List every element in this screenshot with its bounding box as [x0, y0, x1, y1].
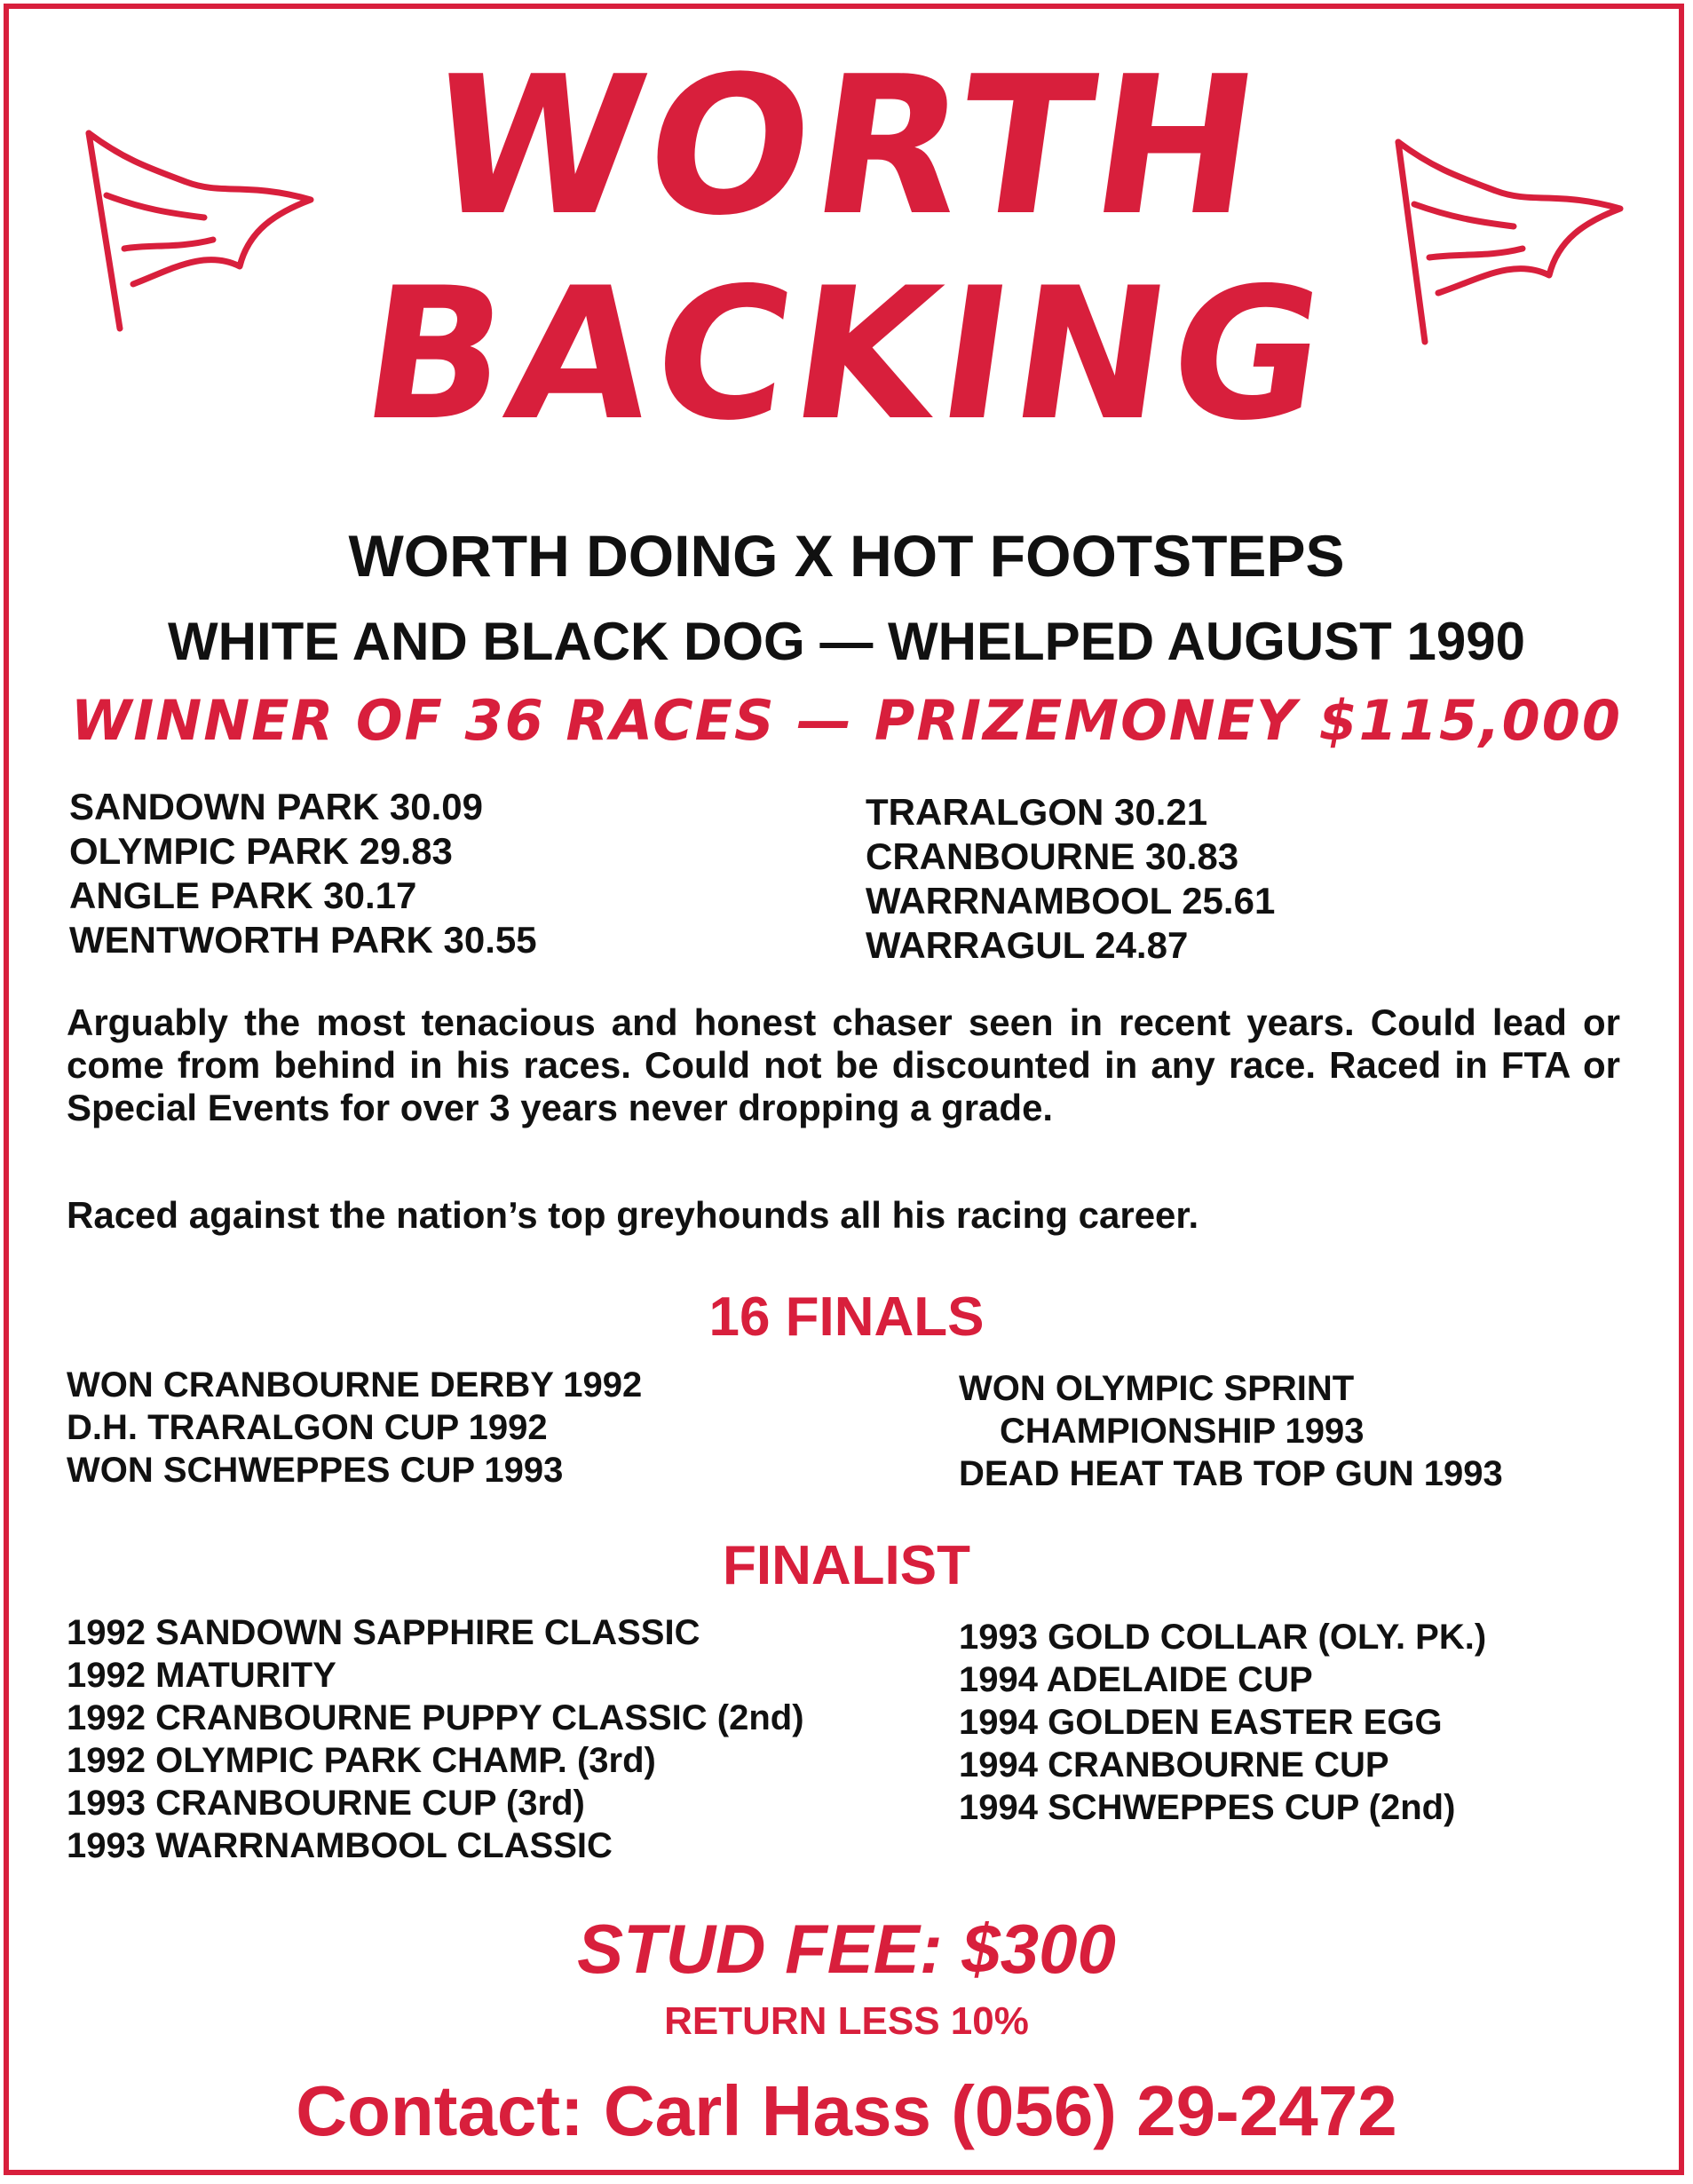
list-item: CRANBOURNE 30.83 — [866, 835, 1239, 877]
list-item: ANGLE PARK 30.17 — [69, 874, 417, 916]
breeding-heading: WORTH DOING X HOT FOOTSTEPS — [348, 523, 1345, 589]
list-item: 1993 CRANBOURNE CUP (3rd) — [67, 1784, 585, 1823]
list-item: WENTWORTH PARK 30.55 — [69, 919, 537, 961]
finalist-right-list — [959, 1616, 1486, 1829]
list-item: D.H. TRARALGON CUP 1992 — [67, 1408, 548, 1447]
list-item: WON SCHWEPPES CUP 1993 — [67, 1451, 564, 1490]
list-item: WARRNAMBOOL 25.61 — [866, 880, 1276, 922]
list-item: 1994 SCHWEPPES CUP (2nd) — [959, 1788, 1456, 1827]
list-item: WARRAGUL 24.87 — [866, 924, 1189, 966]
list-item: 1992 SANDOWN SAPPHIRE CLASSIC — [67, 1613, 700, 1652]
list-item: TRARALGON 30.21 — [866, 791, 1208, 833]
list-item: 1993 WARRNAMBOOL CLASSIC — [67, 1826, 613, 1865]
list-item: CHAMPIONSHIP 1993 — [1000, 1412, 1365, 1451]
stud-fee: STUD FEE: $300 — [577, 1910, 1116, 1988]
description-paragraph: Arguably the most tenacious and honest chaser seen in recent years. Could lead or come from behind in his races. Could not be discounted in any race. Raced in FTA or Special Events for over 3 years never dropping a grade. — [67, 1001, 1620, 1128]
winner-line: WINNER OF 36 RACES — PRIZEMONEY $115,000 — [70, 688, 1623, 753]
list-item: SANDOWN PARK 30.09 — [69, 786, 483, 827]
list-item: 1992 MATURITY — [67, 1656, 336, 1695]
list-item: 1994 GOLDEN EASTER EGG — [959, 1703, 1443, 1742]
list-item: 1993 GOLD COLLAR (OLY. PK.) — [959, 1618, 1487, 1657]
finals-heading: 16 FINALS — [708, 1286, 985, 1348]
list-item: WON OLYMPIC SPRINT — [959, 1369, 1355, 1408]
tracks-left-list — [69, 785, 537, 962]
finals-left-list — [67, 1364, 642, 1492]
description-heading: WHITE AND BLACK DOG — WHELPED AUGUST 1990 — [168, 612, 1525, 671]
list-item: 1992 CRANBOURNE PUPPY CLASSIC (2nd) — [67, 1698, 804, 1737]
list-item: OLYMPIC PARK 29.83 — [69, 830, 453, 872]
list-item: 1994 CRANBOURNE CUP — [959, 1745, 1389, 1784]
title-line-1: WORTH — [416, 35, 1277, 257]
return-note: RETURN LESS 10% — [664, 1999, 1029, 2043]
finalist-left-list — [67, 1611, 804, 1867]
title-line-2: BACKING — [351, 249, 1342, 461]
list-item: 1992 OLYMPIC PARK CHAMP. (3rd) — [67, 1741, 656, 1780]
finals-right-list — [959, 1367, 1503, 1495]
list-item: 1994 ADELAIDE CUP — [959, 1660, 1313, 1699]
finalist-heading: FINALIST — [723, 1535, 970, 1596]
career-paragraph: Raced against the nation’s top greyhounds all his racing career. — [67, 1194, 1199, 1236]
tracks-right-list — [866, 790, 1275, 968]
list-item: WON CRANBOURNE DERBY 1992 — [67, 1365, 643, 1405]
list-item: DEAD HEAT TAB TOP GUN 1993 — [959, 1454, 1503, 1493]
contact-line: Contact: Carl Hass (056) 29-2472 — [296, 2071, 1397, 2150]
